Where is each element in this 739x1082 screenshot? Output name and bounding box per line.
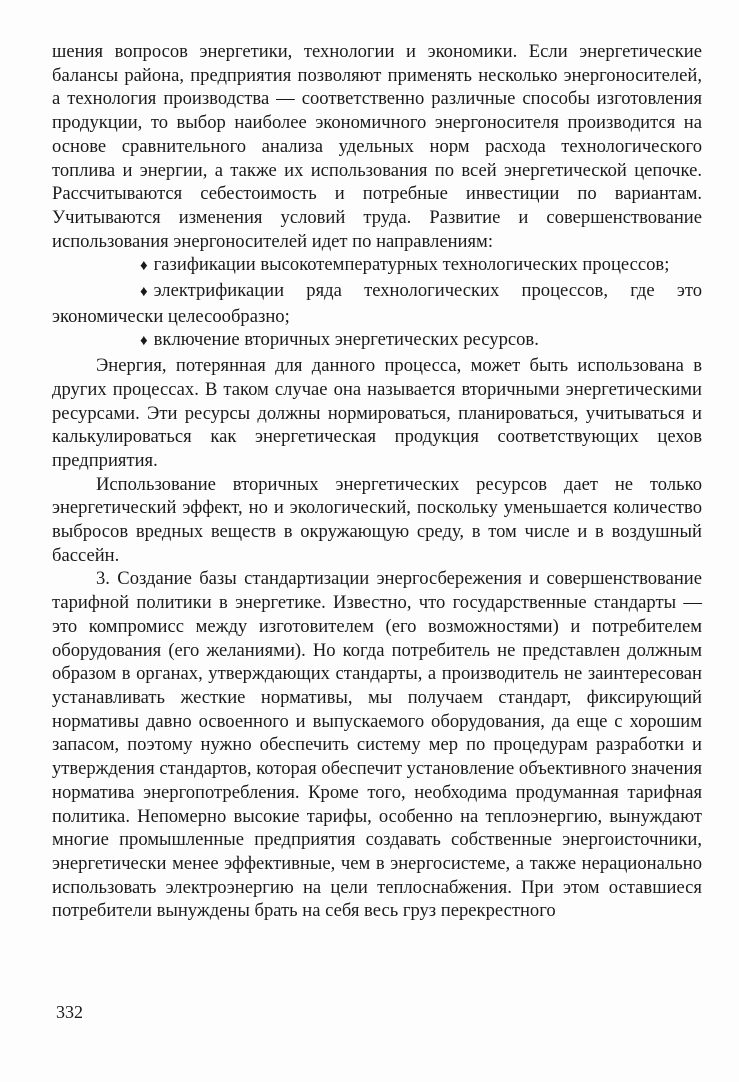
- paragraph-ecological-effect: Использование вторичных энергетических ресурсов дает не только энергетический эффект, но и экологический, поскольку уменьшается количество выбросов вредных веществ в окружающую среду, в том числе и в воздушный бассейн.: [52, 473, 702, 566]
- page-body-text: [52, 40, 702, 923]
- bullet-item-text: электрификации ряда технологических процессов, где это экономически целесообразно;: [52, 280, 702, 327]
- paragraph-lost-energy: Энергия, потерянная для данного процесса, может быть использована в других процессах. В таком случае она называется вторичными энергетическими ресурсами. Эти ресурсы должны нормироваться, планироваться, учитываться и калькулироваться как энергетическая продукция соответствующих цехов предприятия.: [52, 355, 702, 471]
- paragraph-standardization: 3. Создание базы стандартизации энергосбережения и совершенствование тарифной политики в энергетике. Известно, что государственные стандарты — это компромисс между изготовителем (его возможностями) и потребителем оборудования (его желаниями). Но когда потребитель не представлен должным образом в органах, утверждающих стандарты, а производитель не заинтересован устанавливать жесткие нормативы, мы получаем стандарт, фиксирующий нормативы давно освоенного и выпускаемого оборудования, да еще с хорошим запасом, поэтому нужно обеспечить систему мер по процедурам разработки и утверждения стандартов, которая обеспечит установление объективного значения норматива энергопотребления. Кроме того, необходима продуманная тарифная политика. Непомерно высокие тарифы, особенно на теплоэнергию, вынуждают многие промышленные предприятия создавать собственные энергоисточники, энергетически менее эффективные, чем в энергосистеме, а также нерационально использовать электроэнергию на цели теплоснабжения. При этом оставшиеся потребители вынуждены брать на себя весь груз перекрестного: [52, 568, 702, 922]
- bullet-item-text: включение вторичных энергетических ресурсов.: [153, 329, 539, 351]
- page-number: 332: [56, 1002, 83, 1022]
- diamond-bullet-icon: ♦: [140, 333, 148, 350]
- bullet-item-text: газификации высокотемпературных технологических процессов;: [153, 254, 670, 276]
- bullet-item-electrification: [52, 279, 702, 328]
- bullet-item-gasification: [52, 253, 702, 279]
- paragraph-intro: шения вопросов энергетики, технологии и экономики. Если энергетические балансы района, предприятия позволяют применять несколько энергоносителей, а технология производства — соответственно различные способы изготовления продукции, то выбор наиболее экономичного энергоносителя производится на основе сравнительного анализа удельных норм расхода технологического топлива и энергии, а также их использования по всей энергетической цепочке. Рассчитываются себестоимость и потребные инвестиции по вариантам. Учитываются изменения условий труда. Развитие и совершенствование использования энергоносителей идет по направлениям:: [52, 41, 702, 252]
- bullet-item-secondary-resources: [52, 328, 702, 354]
- diamond-bullet-icon: ♦: [140, 258, 148, 275]
- diamond-bullet-icon: ♦: [140, 284, 148, 301]
